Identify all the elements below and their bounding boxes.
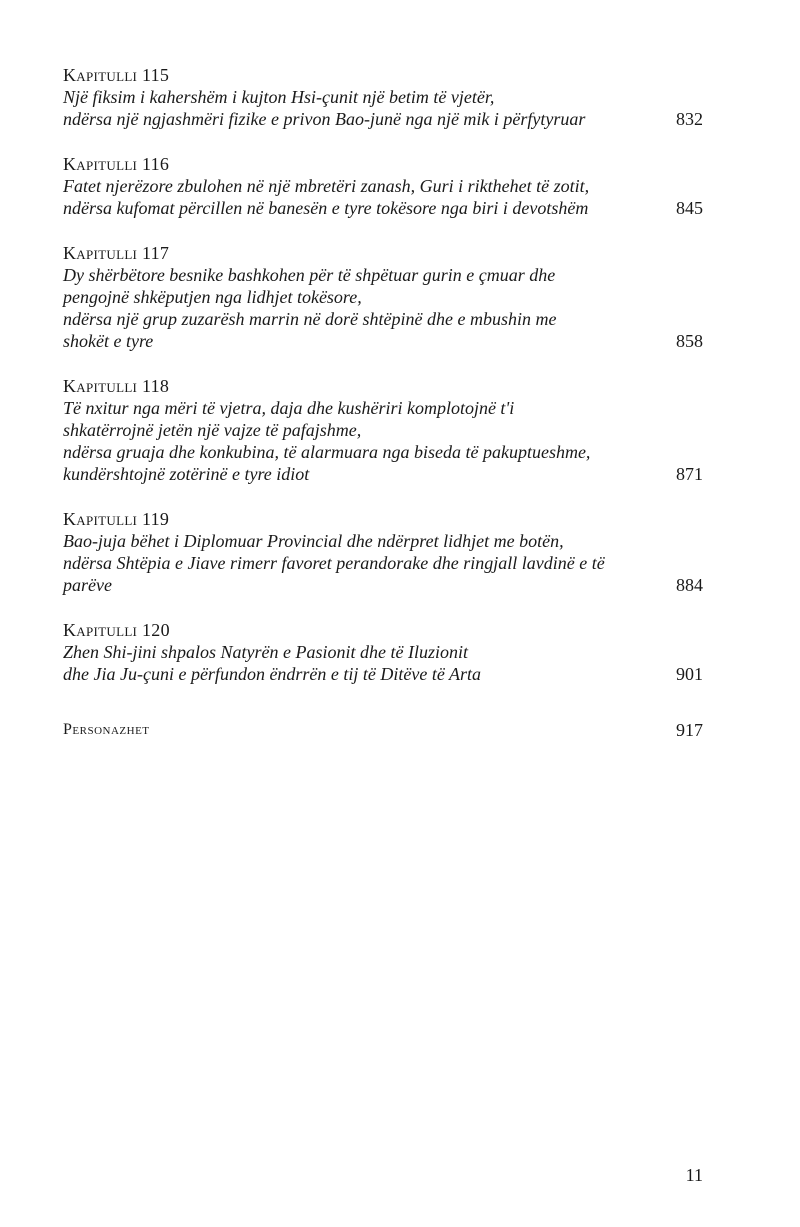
- chapter-description-line: kundërshtojnë zotërinë e tyre idiot: [63, 464, 310, 484]
- chapter-description-line: Bao-juja bëhet i Diplomuar Provincial dhe ndërpret lidhjet me botën,: [63, 531, 564, 551]
- chapter-label: Kapitulli 116: [63, 154, 170, 174]
- chapter-description-line: ndërsa kufomat përcillen në banesën e tyre tokësore nga biri i devotshëm: [63, 198, 589, 218]
- chapter-description-line: Dy shërbëtore besnike bashkohen për të shpëtuar gurin e çmuar dhe: [63, 265, 556, 285]
- chapter-description-line: ndërsa një ngjashmëri fizike e privon Bao-junë nga një mik i përfytyruar: [63, 109, 586, 129]
- toc-entry-appendix[interactable]: [63, 719, 703, 741]
- table-of-contents: [63, 64, 703, 741]
- toc-entry-chapter-116[interactable]: [63, 153, 703, 219]
- toc-entry-chapter-117[interactable]: [63, 242, 703, 352]
- page-number: 845: [676, 198, 703, 218]
- toc-entry-chapter-119[interactable]: [63, 508, 703, 596]
- chapter-description-line: Të nxitur nga mëri të vjetra, daja dhe kushëriri komplotojnë t'i: [63, 398, 515, 418]
- chapter-description-line: ndërsa një grup zuzarësh marrin në dorë shtëpinë dhe e mbushin me: [63, 309, 557, 329]
- toc-entry-chapter-115[interactable]: [63, 64, 703, 130]
- chapter-description-line: shokët e tyre: [63, 331, 154, 351]
- chapter-description-line: ndërsa Shtëpia e Jiave rimerr favoret perandorake dhe ringjall lavdinë e të: [63, 553, 605, 573]
- page-number: 917: [676, 720, 703, 740]
- page-number: 858: [676, 331, 703, 351]
- chapter-label: Kapitulli 120: [63, 620, 170, 640]
- chapter-description-line: dhe Jia Ju-çuni e përfundon ëndrrën e tij të Ditëve të Arta: [63, 664, 482, 684]
- chapter-description-line: shkatërrojnë jetën një vajze të pafajshme,: [63, 420, 362, 440]
- chapter-description-line: pengojnë shkëputjen nga lidhjet tokësore,: [63, 287, 362, 307]
- chapter-description-line: Një fiksim i kahershëm i kujton Hsi-çunit një betim të vjetër,: [63, 87, 495, 107]
- page-number: 871: [676, 464, 703, 484]
- page-number: 832: [676, 109, 703, 129]
- chapter-description-line: ndërsa gruaja dhe konkubina, të alarmuara nga biseda të pakuptueshme,: [63, 442, 591, 462]
- toc-entry-chapter-118[interactable]: [63, 375, 703, 485]
- chapter-label: Kapitulli 117: [63, 243, 170, 263]
- chapter-label: Kapitulli 119: [63, 509, 170, 529]
- chapter-description-line: Fatet njerëzore zbulohen në një mbretëri zanash, Guri i rikthehet të zotit,: [63, 176, 590, 196]
- folio-page-number: 11: [685, 1165, 703, 1185]
- chapter-description-line: parëve: [63, 575, 112, 595]
- page-number: 884: [676, 575, 703, 595]
- chapter-description-line: Zhen Shi-jini shpalos Natyrën e Pasionit dhe të Iluzionit: [63, 642, 468, 662]
- toc-entry-chapter-120[interactable]: [63, 619, 703, 685]
- page-number: 901: [676, 664, 703, 684]
- appendix-label: Personazhet: [63, 721, 150, 738]
- chapter-label: Kapitulli 118: [63, 376, 170, 396]
- chapter-label: Kapitulli 115: [63, 65, 170, 85]
